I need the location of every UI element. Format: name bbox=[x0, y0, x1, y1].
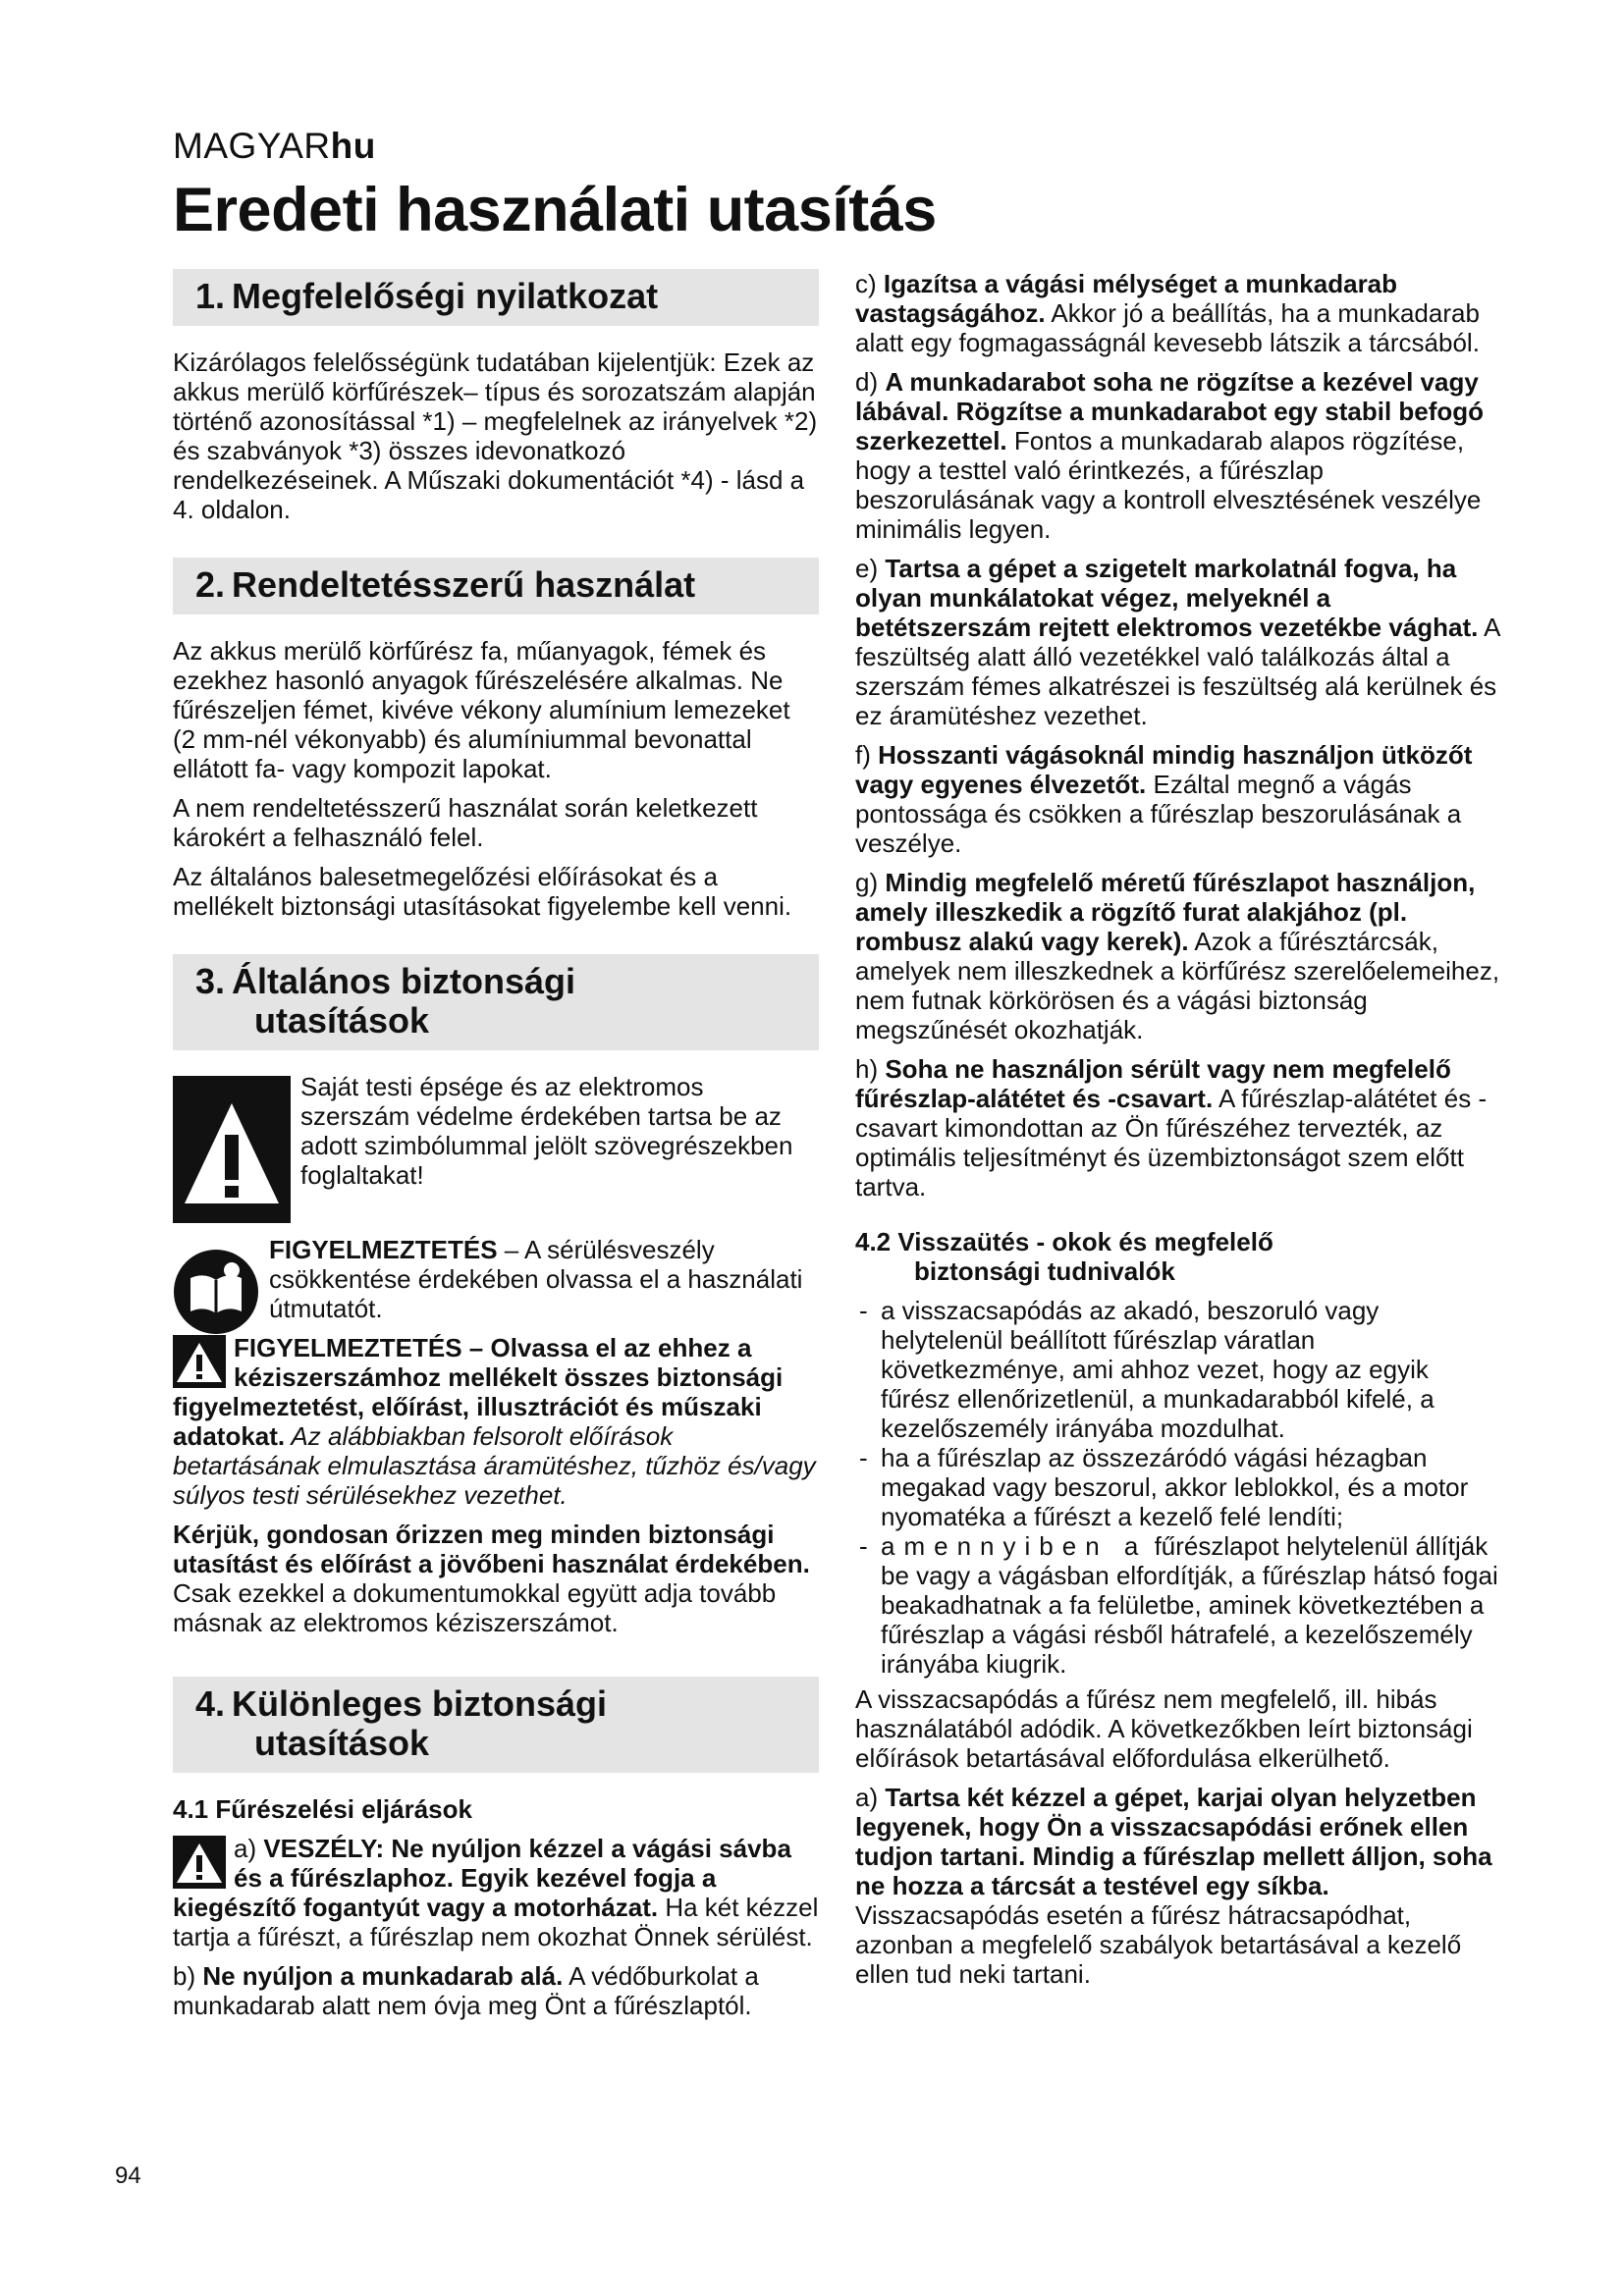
item-d: d) A munkadarabot soha ne rögzítse a kezével vagy lábával. Rögzítse a munkadarabot egy stabil befogó szerkezettel. Fontos a munkadarab alapos rögzítése, hogy a testtel való érintkezés, a fűrészlap beszorulásának vagy a kontroll elvesztésének veszélye minimális legyen. bbox=[855, 367, 1485, 544]
warning-triangle-icon bbox=[173, 1335, 226, 1388]
language-label: MAGYARhu bbox=[173, 126, 376, 166]
list-item: - amennyiben a fűrészlapot helytelenül állítják be vagy a vágásban elfordítják, a fűrészlap hátsó fogai beakadhatnak a fa felületbe, aminek következtében a fűrészlap a vágási résből hátrafelé, a kezelőszemély irányába kiugrik. bbox=[855, 1531, 1503, 1679]
section-1-heading: 1. Megfelelőségi nyilatkozat bbox=[173, 269, 819, 326]
section-3-heading: 3. Általános biztonsági utasítások bbox=[173, 954, 819, 1050]
left-column bbox=[173, 269, 819, 2030]
warning-notice bbox=[173, 1072, 819, 1223]
section-2-para-2: A nem rendeltetésszerű használat során keletkezett károkért a felhasználó felel. bbox=[173, 793, 758, 852]
right-column bbox=[855, 269, 1503, 1999]
kickback-causes-list bbox=[855, 1296, 1503, 1679]
subsection-4-2-heading: 4.2 Visszaütés - okok és megfelelő biztonsági tudnivalók bbox=[855, 1227, 1273, 1286]
page-number: 94 bbox=[115, 2163, 141, 2189]
kickback-item-a: a) Tartsa két kézzel a gépet, karjai olyan helyzetben legyenek, hogy Ön a visszacsapódási erőnek ellen tudjon tartani. Mindig a fűrészlap mellett álljon, soha ne hozza a tárcsát a testével egy síkba. Visszacsapódás esetén a fűrész hátracsapódhat, azonban a megfelelő szabályok betartásával a kezelő ellen tud neki tartani. bbox=[855, 1783, 1492, 1989]
list-item: - a visszacsapódás az akadó, beszoruló vagy helytelenül beállított fűrészlap váratlan következménye, ami ahhoz vezet, hogy az egyik fűrész ellenőrizetlenül, a munkadarabból kifelé, a kezelőszemély irányába mozdulhat. bbox=[855, 1296, 1503, 1443]
keep-instructions: Kérjük, gondosan őrizzen meg minden biztonsági utasítást és előírást a jövőbeni használat érdekében. Csak ezekkel a dokumentumokkal együtt adja tovább másnak az elektromos kéziszerszámot. bbox=[173, 1520, 810, 1637]
warning-triangle-icon bbox=[173, 1836, 226, 1889]
subsection-4-1-heading: 4.1 Fűrészelési eljárások bbox=[173, 1794, 472, 1824]
read-manual-icon bbox=[173, 1249, 259, 1335]
item-b: b) Ne nyúljon a munkadarab alá. A védőburkolat a munkadarab alatt nem óvja meg Önt a fűrészlaptól. bbox=[173, 1961, 759, 2020]
kickback-text: A visszacsapódás a fűrész nem megfelelő, ill. hibás használatából adódik. A következőkben leírt biztonsági előírások betartásával előfordulása elkerülhető. bbox=[855, 1684, 1473, 1773]
item-f: f) Hosszanti vágásoknál mindig használjon ütközőt vagy egyenes élvezetőt. Ezáltal megnő a vágás pontossága és csökken a fűrészlap beszorulásának a veszélye. bbox=[855, 740, 1473, 858]
item-e: e) Tartsa a gépet a szigetelt markolatnál fogva, ha olyan munkálatokat végez, melyeknél a betétszerszám rejtett elektromos vezetékbe vághat. A feszültség alatt álló vezetékkel való találkozás által a szerszám fémes alkatrészei is feszültség alá kerülnek és ez áramütéshez vezethet. bbox=[855, 554, 1500, 730]
read-manual-text: FIGYELMEZTETÉS – A sérülésveszély csökkentése érdekében olvassa el a használati útmutatót. bbox=[269, 1235, 803, 1323]
general-warning: FIGYELMEZTETÉS – Olvassa el az ehhez a kéziszerszámhoz mellékelt összes biztonsági figyelmeztetést, előírást, illusztrációt és műszaki adatokat. Az alábbiakban felsorolt előírások betartásának elmulasztása áramütéshez, tűzhöz és/vagy súlyos testi sérülésekhez vezethet. bbox=[173, 1333, 816, 1510]
warning-notice-text: Saját testi épsége és az elektromos szerszám védelme érdekében tartsa be az adott szimbólummal jelölt szövegrészekben foglaltakat! bbox=[300, 1072, 793, 1190]
list-item: - ha a fűrészlap az összezáródó vágási hézagban megakad vagy beszorul, akkor leblokkol, és a motor nyomatéka a fűrészt a kezelő felé lendíti; bbox=[855, 1443, 1503, 1531]
read-manual-notice bbox=[173, 1235, 819, 1323]
item-a-danger: a) VESZÉLY: Ne nyúljon kézzel a vágási sávba és a fűrészlaphoz. Egyik kezével fogja a kiegészítő fogantyút vagy a motorházat. Ha két kézzel tartja a fűrészt, a fűrészlap nem okozhat Önnek sérülést. bbox=[173, 1834, 819, 1951]
item-h: h) Soha ne használjon sérült vagy nem megfelelő fűrészlap-alátétet és -csavart. A fűrészlap-alátétet és -csavart kimondottan az Ön fűrészéhez tervezték, az optimális teljesítményt és üzembiztonságot szem előtt tartva. bbox=[855, 1054, 1488, 1201]
section-2-heading: 2. Rendeltetésszerű használat bbox=[173, 558, 819, 614]
section-1-text: Kizárólagos felelősségünk tudatában kijelentjük: Ezek az akkus merülő körfűrészek– típus és sorozatszám alapján történő azonosítással *1) – megfelelnek az irányelvek *2) és szabványok *3) összes idevonatkozó rendelkezéseinek. A Műszaki dokumentációt *4) - lásd a 4. oldalon. bbox=[173, 347, 818, 524]
item-c: c) Igazítsa a vágási mélységet a munkadarab vastagságához. Akkor jó a beállítás, ha a munkadarab alatt egy fogmagasságnál kevesebb látszik a tárcsából. bbox=[855, 269, 1480, 357]
section-2-para-1: Az akkus merülő körfűrész fa, műanyagok, fémek és ezekhez hasonló anyagok fűrészelésére alkalmas. Ne fűrészeljen fémet, kivéve vékony alumínium lemezeket (2 mm-nél vékonyabb) és alumíniummal bevonattal ellátott fa- vagy kompozit lapokat. bbox=[173, 636, 790, 783]
section-4-heading: 4. Különleges biztonsági utasítások bbox=[173, 1677, 819, 1773]
warning-triangle-icon bbox=[173, 1076, 291, 1223]
section-2-para-3: Az általános balesetmegelőzési előírásokat és a mellékelt biztonsági utasításokat figyelembe kell venni. bbox=[173, 862, 792, 921]
page-title: Eredeti használati utasítás bbox=[173, 176, 937, 244]
item-g: g) Mindig megfelelő méretű fűrészlapot használjon, amely illeszkedik a rögzítő furat alakjához (pl. rombusz alakú vagy kerek). Azok a fűrésztárcsák, amelyek nem illeszkednek a körfűrész szerelőelemeihez, nem futnak körkörösen és a vágási biztonság megszűnését okozhatják. bbox=[855, 868, 1500, 1044]
